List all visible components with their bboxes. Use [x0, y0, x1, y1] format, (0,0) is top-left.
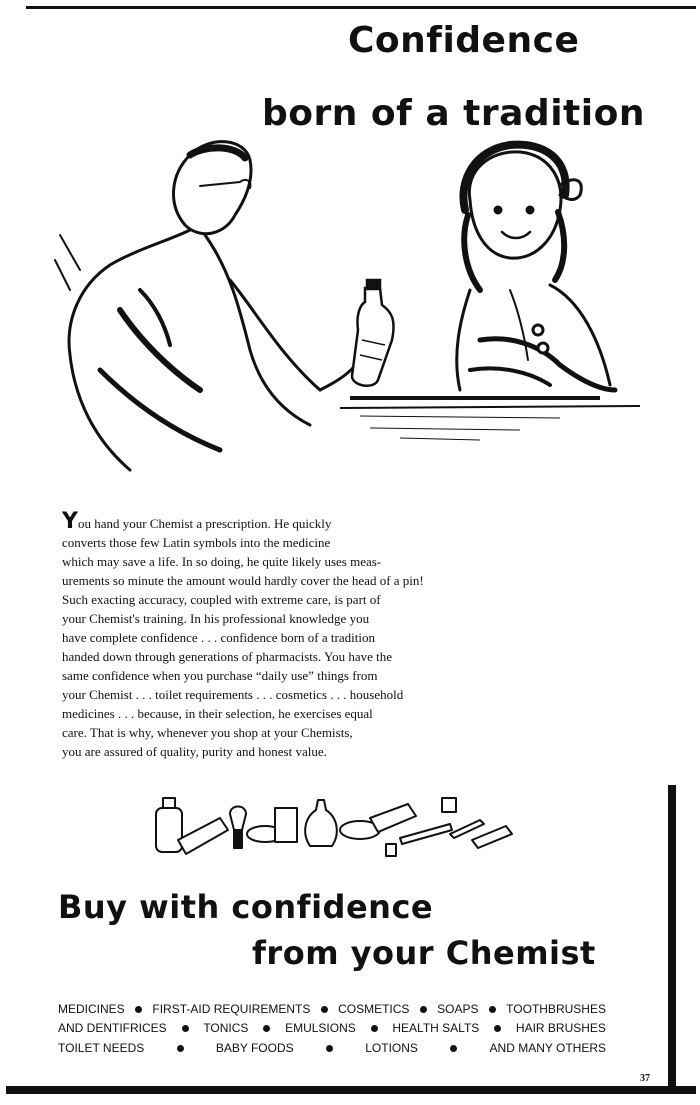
- product-item: LOTIONS: [365, 1041, 418, 1055]
- product-list-row: [58, 1021, 606, 1035]
- bullet-dot: [135, 1006, 142, 1013]
- product-item: COSMETICS: [338, 1002, 410, 1016]
- body-copy: [62, 509, 502, 761]
- shaving-brush-icon: [230, 807, 246, 831]
- comb-box-icon: [472, 826, 512, 848]
- small-bottle-icon: [386, 844, 396, 856]
- bullet-dot: [177, 1045, 184, 1052]
- perfume-bottle-icon: [305, 800, 337, 846]
- girl-figure: [457, 145, 615, 390]
- drop-cap: Y: [62, 509, 78, 534]
- body-line: converts those few Latin symbols into the medicine: [62, 535, 331, 550]
- bottom-rule: [6, 1086, 696, 1094]
- product-item: BABY FOODS: [215, 1041, 294, 1055]
- product-item: HEALTH SALTS: [392, 1021, 480, 1035]
- product-list-row: [58, 1002, 606, 1016]
- product-item: MEDICINES: [58, 1002, 125, 1016]
- medicine-bottle: [352, 280, 394, 386]
- tagline-line-2: from your Chemist: [252, 934, 596, 972]
- page-number: 37: [640, 1073, 650, 1084]
- bullet-dot: [450, 1045, 457, 1052]
- toothpaste-tube-icon: [400, 824, 452, 844]
- top-rule: [26, 6, 696, 9]
- product-item: EMULSIONS: [285, 1021, 356, 1035]
- product-item: HAIR BRUSHES: [515, 1021, 606, 1035]
- product-item: AND MANY OTHERS: [489, 1041, 606, 1055]
- product-item: FIRST-AID REQUIREMENTS: [152, 1002, 311, 1016]
- product-item: AND DENTIFRICES: [58, 1021, 167, 1035]
- body-line: Such exacting accuracy, coupled with extreme care, is part of: [62, 592, 381, 607]
- bullet-dot: [182, 1025, 189, 1032]
- body-line: your Chemist's training. In his professional knowledge you: [62, 611, 370, 626]
- body-line: have complete confidence . . . confidence born of a tradition: [62, 630, 375, 645]
- body-line: you are assured of quality, purity and honest value.: [62, 744, 327, 759]
- product-item: TOOTHBRUSHES: [506, 1002, 606, 1016]
- soap-box-icon: [178, 818, 228, 854]
- body-line: handed down through generations of pharmacists. You have the: [62, 649, 392, 664]
- bullet-dot: [326, 1045, 333, 1052]
- products-illustration: [150, 790, 520, 865]
- chemist-and-girl-illustration: [40, 140, 650, 480]
- bottle-cap-icon: [163, 798, 175, 808]
- tube-icon: [370, 804, 416, 832]
- product-list-row: [58, 1041, 606, 1055]
- small-box-icon: [442, 798, 456, 812]
- body-line: urements so minute the amount would hardly cover the head of a pin!: [62, 573, 424, 588]
- right-border-bar: [668, 785, 676, 1090]
- product-item: TONICS: [203, 1021, 249, 1035]
- bullet-dot: [489, 1006, 496, 1013]
- product-item: SOAPS: [437, 1002, 479, 1016]
- tagline-line-1: Buy with confidence: [58, 888, 434, 926]
- body-line: You hand your Chemist a prescription. He quickly: [62, 509, 332, 534]
- chemist-figure: [55, 142, 378, 470]
- body-line: same confidence when you purchase “daily use” things from: [62, 668, 378, 683]
- body-line: which may save a life. In so doing, he quite likely uses meas-: [62, 554, 382, 569]
- headline-line-1: Confidence: [348, 20, 580, 61]
- toothbrush-icon: [450, 820, 484, 838]
- bullet-dot: [321, 1006, 328, 1013]
- bullet-dot: [420, 1006, 427, 1013]
- jar-icon: [275, 808, 297, 842]
- product-item: TOILET NEEDS: [58, 1041, 145, 1055]
- bullet-dot: [263, 1025, 270, 1032]
- bullet-dot: [494, 1025, 501, 1032]
- body-line: care. That is why, whenever you shop at your Chemists,: [62, 725, 353, 740]
- body-line: medicines . . . because, in their selection, he exercises equal: [62, 706, 373, 721]
- bullet-dot: [371, 1025, 378, 1032]
- bottle-icon: [156, 808, 182, 852]
- counter: [340, 398, 640, 440]
- body-line: your Chemist . . . toilet requirements . . . cosmetics . . . household: [62, 687, 404, 702]
- headline-line-2: born of a tradition: [262, 93, 645, 134]
